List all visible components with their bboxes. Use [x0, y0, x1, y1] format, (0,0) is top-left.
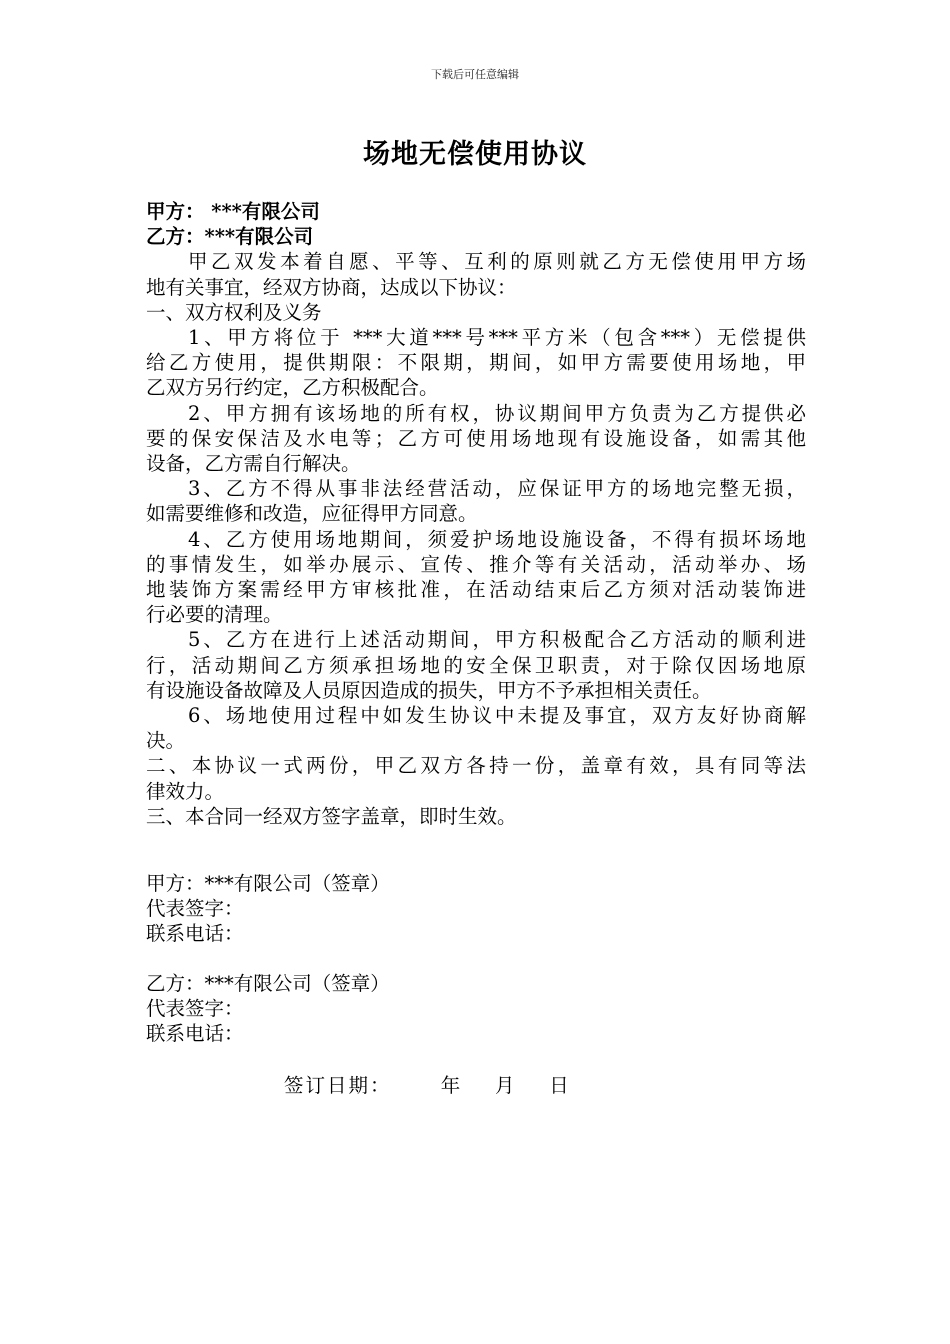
section-2-line: 律效力。 — [146, 779, 225, 803]
clause-line: 1、甲方将位于 ***大道***号***平方米（包含***）无偿提供 — [188, 326, 806, 350]
clause-3 — [146, 476, 806, 526]
clause-4 — [146, 527, 806, 628]
party-a-signature-block — [146, 871, 390, 947]
clause-line: 2、甲方拥有该场地的所有权，协议期间甲方负责为乙方提供必 — [188, 401, 806, 425]
signing-date: 签订日期： 年 月 日 — [284, 1074, 571, 1097]
party-b-phone: 联系电话： — [146, 1022, 244, 1046]
clause-line: 决。 — [146, 729, 186, 753]
intro-line: 甲乙双发本着自愿、平等、互利的原则就乙方无偿使用甲方场 — [188, 250, 806, 274]
clause-line: 3、乙方不得从事非法经营活动，应保证甲方的场地完整无损， — [188, 477, 806, 501]
clause-line: 地装饰方案需经甲方审核批准，在活动结束后乙方须对活动装饰进 — [146, 578, 806, 602]
section-2 — [146, 753, 806, 803]
document-title: 场地无偿使用协议 — [363, 139, 587, 170]
clause-line: 4、乙方使用场地期间，须爱护场地设施设备，不得有损坏场地 — [188, 527, 806, 551]
agreement-body — [146, 199, 806, 829]
clause-line: 行，活动期间乙方须承担场地的安全保卫职责，对于除仅因场地原 — [146, 653, 806, 677]
clause-line: 行必要的清理。 — [146, 603, 283, 627]
clause-line: 给乙方使用，提供期限：不限期，期间，如甲方需要使用场地，甲 — [146, 351, 806, 375]
section-2-line: 二、本协议一式两份，甲乙双方各持一份，盖章有效，具有同等法 — [146, 754, 806, 778]
party-b-signature-block — [146, 971, 390, 1047]
party-b-seal-line: 乙方：***有限公司（签章） — [146, 972, 390, 995]
party-a-seal-line: 甲方：***有限公司（签章） — [146, 872, 390, 895]
intro-line: 地有关事宜，经双方协商，达成以下协议： — [146, 275, 517, 299]
clause-line: 5、乙方在进行上述活动期间，甲方积极配合乙方活动的顺利进 — [188, 628, 806, 652]
clause-line: 6、场地使用过程中如发生协议中未提及事宜，双方友好协商解 — [188, 704, 806, 728]
clause-1 — [146, 325, 806, 401]
party-a-line: 甲方： ***有限公司 — [146, 200, 320, 223]
section-1-heading: 一、双方权利及义务 — [146, 300, 322, 324]
clause-6 — [146, 703, 806, 753]
clause-line: 要的保安保洁及水电等；乙方可使用场地现有设施设备，如需其他 — [146, 426, 806, 450]
header-note: 下载后可任意编辑 — [431, 68, 519, 81]
clause-line: 乙双方另行约定，乙方积极配合。 — [146, 376, 439, 400]
clause-2 — [146, 401, 806, 477]
party-b-line: 乙方：***有限公司 — [146, 225, 314, 249]
clause-line: 如需要维修和改造，应征得甲方同意。 — [146, 502, 478, 526]
clause-line: 的事情发生，如举办展示、宣传、推介等有关活动，活动举办、场 — [146, 552, 806, 576]
party-b-rep-signature: 代表签字： — [146, 997, 244, 1021]
party-a-rep-signature: 代表签字： — [146, 897, 244, 921]
clause-line: 有设施设备故障及人员原因造成的损失，甲方不予承担相关责任。 — [146, 678, 712, 702]
clause-5 — [146, 627, 806, 703]
section-3: 三、本合同一经双方签字盖章，即时生效。 — [146, 804, 517, 828]
clause-line: 设备，乙方需自行解决。 — [146, 452, 361, 476]
party-a-phone: 联系电话： — [146, 922, 244, 946]
